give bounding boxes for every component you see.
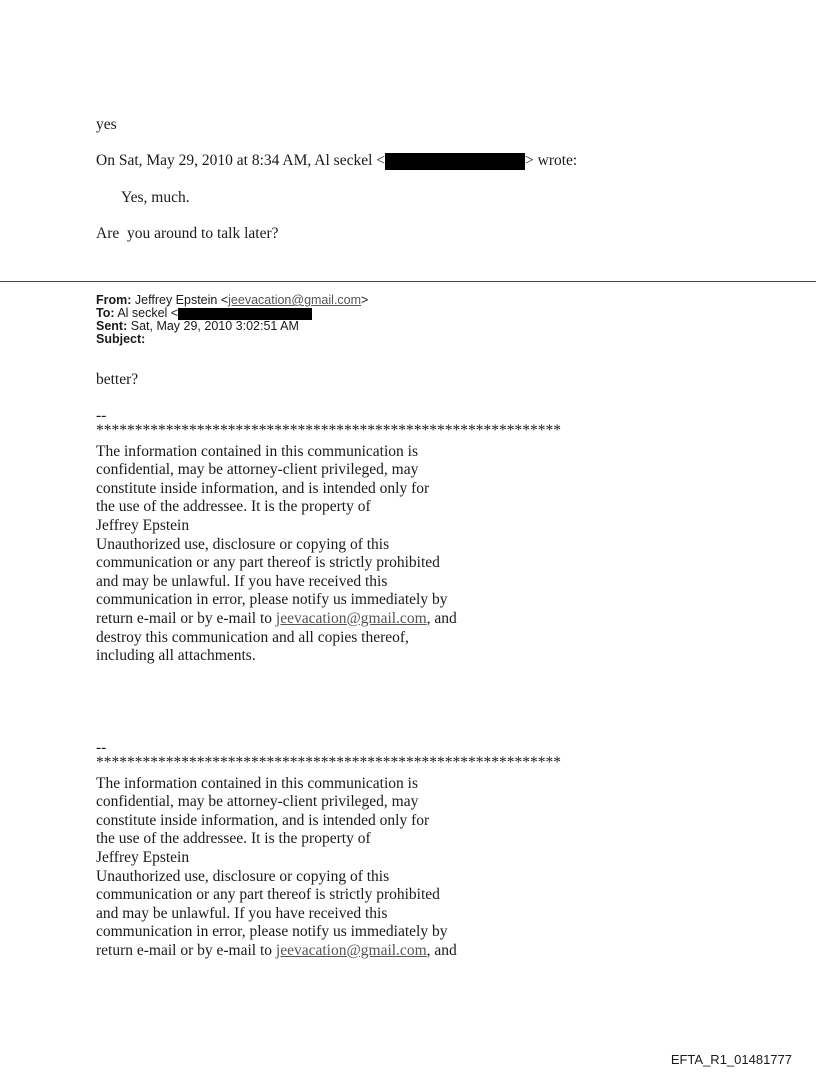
disclaimer-line: The information contained in this communication is [96,774,418,792]
disclaimer-email-line [96,610,576,629]
sig-dash: -- [96,739,107,756]
disclaimer-email-link[interactable]: jeevacation@gmail.com [275,941,427,959]
disclaimer-line: the use of the addressee. It is the property of [96,498,371,516]
disclaimer-line: communication or any part thereof is strictly prohibited [96,554,440,572]
disclaimer-line: and may be unlawful. If you have received this [96,572,388,590]
from-email-link[interactable]: jeevacation@gmail.com [228,293,362,307]
header-subject [96,333,145,346]
disclaimer-line: and may be unlawful. If you have received this [96,904,388,922]
disclaimer-line: communication in error, please notify us immediately by [96,591,448,609]
disclaimer-email-link[interactable]: jeevacation@gmail.com [275,609,427,627]
sent-label: Sent: [96,319,128,333]
from-close: > [361,293,369,307]
separator-line [0,281,816,282]
disclaimer-line: Jeffrey Epstein [96,516,190,534]
disclaimer-email-line [96,942,576,961]
disclaimer-line: constitute inside information, and is intended only for [96,811,430,829]
subject-label: Subject: [96,332,146,346]
disclaimer-line: The information contained in this communication is [96,442,418,460]
sig-dash: -- [96,407,107,424]
disclaimer-line: including all attachments. [96,647,256,665]
disclaimer-line: confidential, may be attorney-client privileged, may [96,461,419,479]
disclaimer-block-2 [96,739,576,961]
quote-attribution [96,152,577,171]
disclaimer-line: Unauthorized use, disclosure or copying of this [96,535,390,553]
quoted-line: Yes, much. [121,189,190,206]
disclaimer-line: communication or any part thereof is strictly prohibited [96,886,440,904]
disclaimer-line: constitute inside information, and is intended only for [96,479,430,497]
disclaimer-line: Jeffrey Epstein [96,848,190,866]
message-body: better? [96,371,139,388]
email-line-prefix: return e-mail or by e-mail to [96,941,276,959]
star-divider: ************************************************************ [96,753,561,771]
email-line-suffix: , and [426,609,457,627]
reply-question: Are you around to talk later? [96,225,279,242]
disclaimer-line: the use of the addressee. It is the property of [96,830,371,848]
to-name: Al seckel < [117,306,179,320]
email-line-suffix: , and [426,941,457,959]
quote-suffix: > wrote: [525,152,578,169]
email-line-prefix: return e-mail or by e-mail to [96,609,276,627]
disclaimer-line: communication in error, please notify us immediately by [96,923,448,941]
redaction-block [385,153,525,170]
disclaimer-line: destroy this communication and all copies thereof, [96,628,409,646]
disclaimer-line: confidential, may be attorney-client privileged, may [96,793,419,811]
star-divider: ************************************************************ [96,421,561,439]
redaction-block [178,308,312,320]
sent-value: Sat, May 29, 2010 3:02:51 AM [130,319,299,333]
from-name: Jeffrey Epstein < [134,293,229,307]
document-id: EFTA_R1_01481777 [670,1052,792,1067]
quote-prefix: On Sat, May 29, 2010 at 8:34 AM, Al seckel < [96,152,386,169]
reply-body: yes [96,116,117,133]
from-label: From: [96,293,132,307]
disclaimer-block-1 [96,407,576,666]
to-label: To: [96,306,115,320]
disclaimer-line: Unauthorized use, disclosure or copying of this [96,867,390,885]
